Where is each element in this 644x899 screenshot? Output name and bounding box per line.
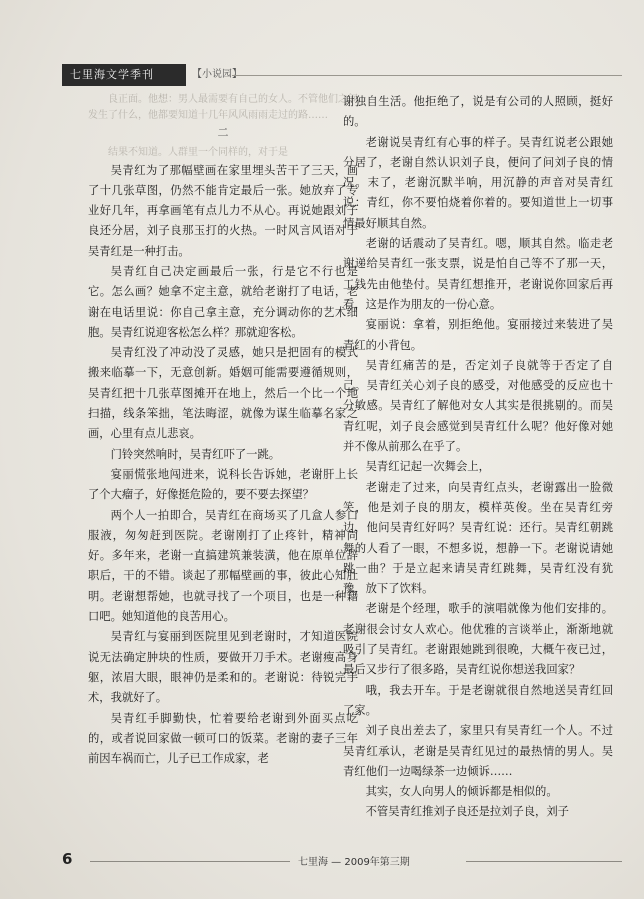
left-column <box>88 92 358 832</box>
paragraph: 老谢的话震动了吴青红。嗯，顺其自然。临走老谢递给吴青红一张支票，说是怕自己等不了那一天，工钱先由他垫付。吴青红想推开，老谢说你回家后再看，这是作为朋友的一份心意。 <box>343 237 613 311</box>
header-rule <box>232 75 622 76</box>
section-tag: 七里海文学季刊 <box>62 64 186 86</box>
faded-top-text: 良正面。他想：男人最需要有自己的女人。不管他们之间发生了什么，他都要知道十几年风风雨雨走过的路…… <box>88 94 358 121</box>
journal-issue: 七里海 — 2009年第三期 <box>298 857 410 868</box>
paragraph: 门铃突然响时，吴青红吓了一跳。 <box>110 447 281 461</box>
section-separator: 二 <box>217 126 229 139</box>
paragraph: 吴青红记起一次舞会上， <box>365 460 490 474</box>
paragraph: 老谢走了过来，向吴青红点头，老谢露出一脸微笑，他是刘子良的朋友，模样英俊。坐在吴青红旁边，他问吴青红好吗？吴青红说：还行。吴青红朝跳舞的人看了一眼，不想多说，想静一下。老谢说请她跳一曲？于是立起来请吴青红跳舞，吴青红没有犹豫，放下了饮料。 <box>343 480 613 596</box>
paragraph: 吴青红手脚勤快，忙着要给老谢到外面买点吃的，或者说回家做一顿可口的饭菜。老谢的妻子三年前因车祸而亡，儿子已工作成家，老 <box>88 711 358 766</box>
paragraph: 两个人一拍即合，吴青红在商场买了几盒人参口服液，匆匆赶到医院。老谢刚打了止疼针，精神尚好。多年来，老谢一直搞建筑兼装潢，他在原单位辞职后，干的不错。谈起了那幅壁画的事，彼此心知肚明。老谢想帮她，也就寻找了一个项目，也是一种籍口吧。她知道他的良苦用心。 <box>88 508 358 624</box>
page-footer <box>62 850 622 874</box>
faded-sep-text: 结果不知道。人群里一个同样的，对于是 <box>108 147 288 158</box>
paragraph: 谢独自生活。他拒绝了，说是有公司的人照顾，挺好的。 <box>343 95 613 129</box>
paragraph: 吴青红没了冲动没了灵感，她只是把固有的模式搬来临摹一下，无意创新。婚姻可能需要遵循规则，吴青红把十几张草图摊开在地上，然后一个比一个地扫描，线条笨拙，笔法晦涩，就像为谋生临摹名家之画，心里有点儿悲哀。 <box>88 346 358 441</box>
paragraph: 不管吴青红推刘子良还是拉刘子良，刘子 <box>365 805 569 819</box>
paragraph: 老谢是个经理，歌手的演唱就像为他们安排的。老谢很会讨女人欢心。他优雅的言谈举止，渐渐地就吸引了吴青红。老谢跟她跳到很晚，大概午夜已过，最后又步行了很多路，吴青红说你想送我回家？ <box>343 602 613 677</box>
paragraph: 宴丽说：拿着，别拒绝他。宴丽接过来装进了吴青红的小背包。 <box>343 318 613 352</box>
footer-rule-right <box>466 861 622 862</box>
footer-rule-left <box>90 861 290 862</box>
page-number: 6 <box>62 850 73 868</box>
right-column <box>343 92 613 832</box>
paragraph: 吴青红自己决定画最后一张，行是它不行也是它。怎么画？她拿不定主意，就给老谢打了电话，老谢在电话里说：你自己拿主意，充分调动你的艺术细胞。吴青红说迎客松怎么样？那就迎客松。 <box>88 264 358 339</box>
paragraph: 吴青红痛苦的是，否定刘子良就等于否定了自己。吴青红关心刘子良的感受，对他感受的反应也十分敏感。吴青红了解他对女人其实是很挑剔的。而吴青红呢，刘子良会感觉到吴青红什么呢？他好像对她并不像从前那么在乎了。 <box>343 358 613 454</box>
paragraph: 刘子良出差去了，家里只有吴青红一个人。不过吴青红承认，老谢是吴青红见过的最热情的男人。吴青红他们一边喝绿茶一边倾诉…… <box>343 724 613 778</box>
page-header <box>62 64 622 86</box>
paragraph: 宴丽慌张地闯进来，说科长告诉她，老谢肝上长了个大瘤子，好像挺危险的，要不要去探望？ <box>88 467 358 502</box>
paragraph: 老谢说吴青红有心事的样子。吴青红说老公跟她分居了，老谢自然认识刘子良，便问了问刘子良的情况。末了，老谢沉默半响，用沉静的声音对吴青红说：青红，你不要怕烧着你着的。要知道世上一切事情最好顺其自然。 <box>343 135 613 230</box>
paragraph: 其实，女人向男人的倾诉都是相似的。 <box>365 785 558 799</box>
paragraph: 哦，我去开车。于是老谢就很自然地送吴青红回了家。 <box>343 683 613 717</box>
section-mark: 【小说园】 <box>192 69 242 80</box>
paragraph: 吴青红为了那幅壁画在家里埋头苦干了三天，画了十几张草图，仍然不能肯定最后一张。她放弃了专业好几年，再拿画笔有点儿力不从心。再说她跟刘子良还分居，刘子良那玉打的火热。一时风言风语对于吴青红是一种打击。 <box>88 163 358 258</box>
paragraph: 吴青红与宴丽到医院里见到老谢时，才知道医院说无法确定肿块的性质，要做开刀手术。老谢瘦高身躯，浓眉大眼，眼神仍是柔和的。老谢说：待锐完手术，我就好了。 <box>88 630 358 705</box>
